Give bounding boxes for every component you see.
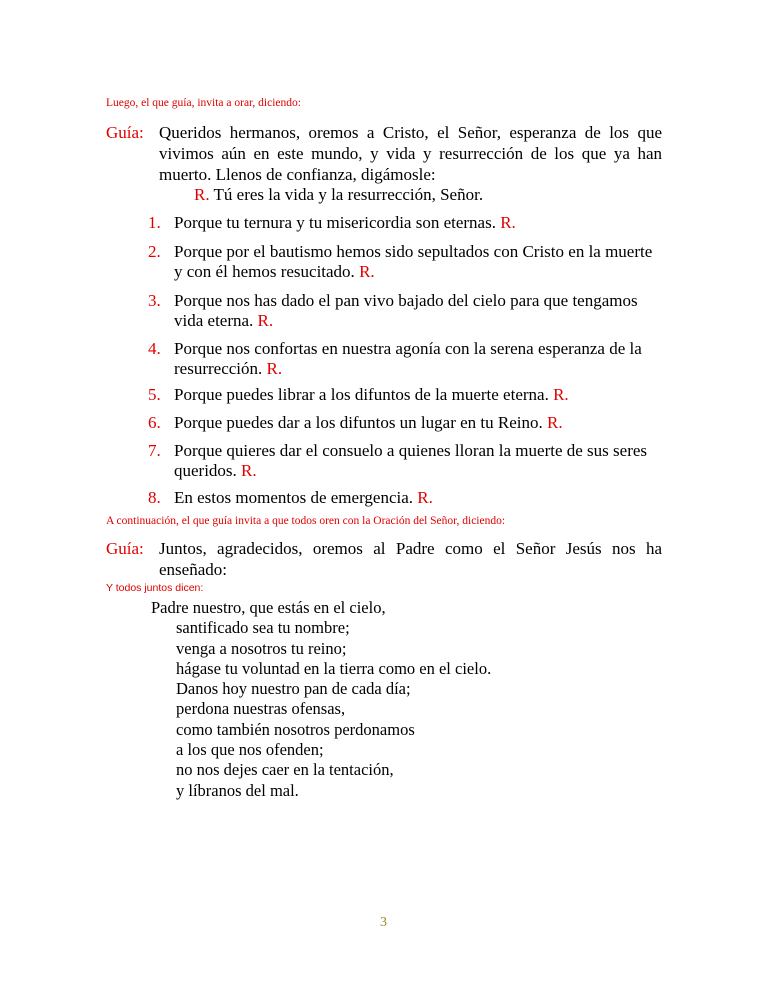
response-text: Tú eres la vida y la resurrección, Señor. <box>209 185 484 204</box>
response-marker: R. <box>257 311 274 330</box>
petition-body: Porque puedes dar a los difuntos un lugar en tu Reino. <box>174 413 547 432</box>
response-line <box>194 185 483 205</box>
petition-item <box>148 291 660 331</box>
response-marker: R. <box>359 262 375 281</box>
petition-item <box>148 213 660 233</box>
guia-text: Juntos, agradecidos, oremos al Padre como el Señor Jesús nos ha enseñado: <box>159 539 662 579</box>
prayer-line: no nos dejes caer en la tentación, <box>176 760 394 780</box>
petition-text <box>174 242 660 282</box>
petition-text <box>174 488 660 508</box>
guia-label: Guía: <box>106 539 144 558</box>
prayer-line: como también nosotros perdonamos <box>176 719 415 739</box>
petition-number: 5. <box>148 385 161 404</box>
guia-text: Queridos hermanos, oremos a Cristo, el Señor, esperanza de los que vivimos aún en este mundo, y vida y resurrección de los que ya han muerto. Llenos de confianza, digámosle: <box>159 123 662 184</box>
petition-item <box>148 488 660 508</box>
petition-body: Porque quieres dar el consuelo a quienes lloran la muerte de sus seres queridos. <box>174 441 648 480</box>
petition-text <box>174 441 660 481</box>
petition-text <box>174 385 660 405</box>
petition-number: 4. <box>148 339 161 358</box>
response-marker: R. <box>241 461 257 480</box>
petition-number: 1. <box>148 213 161 232</box>
response-marker: R. <box>547 413 563 432</box>
petition-number: 7. <box>148 441 161 460</box>
prayer-line: Danos hoy nuestro pan de cada día; <box>176 679 411 699</box>
prayer-line: hágase tu voluntad en la tierra como en el cielo. <box>176 658 492 678</box>
guia-block-1 <box>106 122 662 188</box>
response-r: R. <box>194 185 210 204</box>
petition-body: Porque nos has dado el pan vivo bajado del cielo para que tengamos vida eterna. <box>174 291 638 330</box>
rubric-continuation: A continuación, el que guía invita a que todos oren con la Oración del Señor, diciendo: <box>106 515 506 527</box>
petition-body: En estos momentos de emergencia. <box>174 488 414 507</box>
response-marker: R. <box>266 359 283 378</box>
response-marker: R. <box>500 213 516 232</box>
petition-text <box>174 413 660 433</box>
petition-body: Porque nos confortas en nuestra agonía con la serena esperanza de la resurrección. <box>174 339 642 378</box>
petition-item <box>148 242 660 282</box>
prayer-line: venga a nosotros tu reino; <box>176 638 347 658</box>
petition-number: 6. <box>148 413 161 432</box>
petition-item <box>148 441 660 481</box>
petition-text <box>174 339 660 379</box>
prayer-line: Padre nuestro, que estás en el cielo, <box>151 598 386 617</box>
petition-text <box>174 213 660 233</box>
response-marker: R. <box>553 385 569 404</box>
prayer-line: santificado sea tu nombre; <box>176 618 350 638</box>
petition-item <box>148 385 660 405</box>
rubric-all-say: Y todos juntos dicen: <box>106 582 204 594</box>
petition-number: 8. <box>148 488 161 507</box>
rubric-invite: Luego, el que guía, invita a orar, diciendo: <box>106 97 301 109</box>
petition-text <box>174 291 660 331</box>
petition-body: Porque puedes librar a los difuntos de la muerte eterna. <box>174 385 549 404</box>
guia-block-2 <box>106 538 662 582</box>
our-father-prayer <box>151 598 491 801</box>
petition-number: 3. <box>148 291 161 310</box>
page-number: 3 <box>380 915 387 930</box>
petition-body: Porque tu ternura y tu misericordia son eternas. <box>174 213 496 232</box>
petition-body: Porque por el bautismo hemos sido sepultados con Cristo en la muerte y con él hemos resucitado. <box>174 242 653 281</box>
guia-label: Guía: <box>106 123 144 142</box>
petition-item <box>148 413 660 433</box>
petition-number: 2. <box>148 242 161 261</box>
response-marker: R. <box>417 488 433 507</box>
prayer-line: perdona nuestras ofensas, <box>176 699 346 719</box>
petition-item <box>148 339 660 379</box>
prayer-line: a los que nos ofenden; <box>176 740 324 760</box>
prayer-line: y líbranos del mal. <box>176 780 299 800</box>
